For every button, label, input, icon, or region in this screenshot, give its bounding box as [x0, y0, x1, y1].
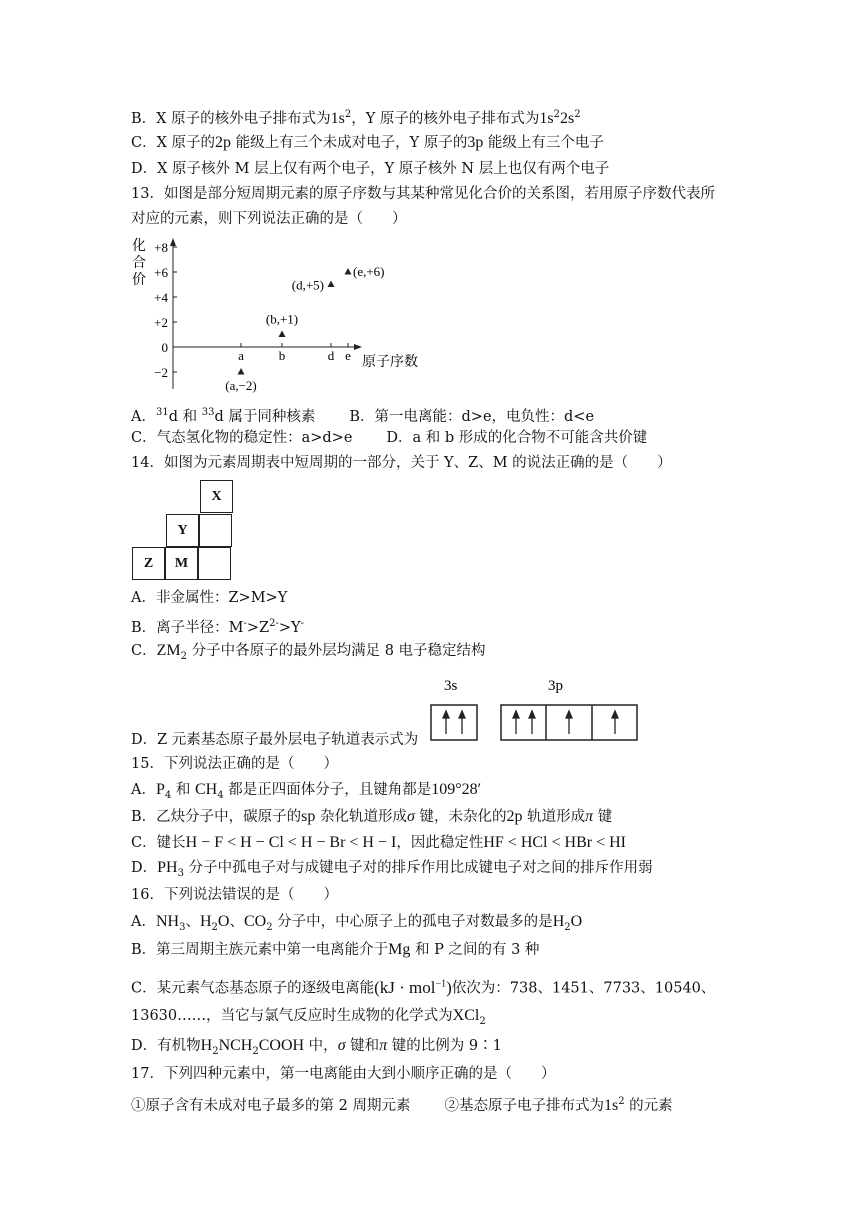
- point-a: [238, 368, 245, 375]
- y-tick-label: +2: [154, 315, 168, 330]
- cell-empty-2: [198, 547, 231, 580]
- point-label-b: (b,+1): [265, 311, 299, 327]
- q15-option-a: A．$P_4$ 和 $CH_4$ 都是正四面体分子，且键角都是109°28′: [131, 781, 482, 801]
- x-tick-label: a: [238, 348, 244, 363]
- cell-m: M: [165, 547, 198, 580]
- q12-option-c: C．X 原子的2p 能级上有三个未成对电子，Y 原子的3p 能级上有三个电子: [131, 134, 604, 151]
- y-tick-label: +8: [154, 240, 168, 255]
- point-label-e: (e,+6): [353, 264, 385, 279]
- y-tick-label: 0: [161, 340, 168, 355]
- y-tick-label: +4: [154, 290, 168, 305]
- cell-z: Z: [132, 547, 165, 580]
- q17-stem: 17．下列四种元素中，第一电离能由大到小顺序正确的是（ ）: [131, 1066, 556, 1082]
- q13-stem-line2: 对应的元素，则下列说法正确的是（ ）: [131, 211, 407, 227]
- q16-option-d: D．有机物$H_2NCH_2COOH$ 中，σ 键和π 键的比例为 9∶1: [131, 1037, 502, 1057]
- arrow-up-icon: [513, 711, 519, 734]
- x-tick-label: d: [327, 348, 335, 363]
- point-label-d: (d,+5): [291, 277, 324, 293]
- q16-option-b: B．第三周期主族元素中第一电离能介于Mg 和 P 之间的有 3 种: [131, 941, 540, 958]
- orbital-3s: [431, 705, 477, 740]
- y-axis-arrow: [170, 238, 176, 246]
- x-axis-label: 原子序数: [362, 355, 418, 370]
- q14-option-c: C．$ZM_2$ 分子中各原子的最外层均满足 8 电子稳定结构: [131, 642, 486, 662]
- q16-stem: 16．下列说法错误的是（ ）: [131, 887, 338, 903]
- x-tick-label: e: [345, 348, 351, 363]
- point-label-a: (a,−2): [225, 378, 257, 393]
- q14-option-a: A．非金属性：Z>M>Y: [131, 590, 288, 606]
- cell-x: X: [200, 480, 233, 513]
- y-tick-label: −2: [154, 365, 168, 380]
- y-axis-label: 化合价: [132, 239, 146, 288]
- cell-y: Y: [166, 514, 199, 547]
- x-axis-arrow: [354, 344, 362, 350]
- q14-option-d: D．Z 元素基态原子最外层电子轨道表示式为: [131, 732, 419, 748]
- arrow-up-icon: [443, 711, 449, 734]
- arrow-up-icon: [612, 711, 618, 734]
- q15-option-b: B．乙炔分子中，碳原子的sp 杂化轨道形成σ 键，未杂化的2p 轨道形成π 键: [131, 808, 613, 825]
- arrow-up-icon: [566, 711, 572, 734]
- q17-items: ①原子含有未成对电子最多的第 2 周期元素 ②基态原子电子排布式为$1s^2$ 的元素: [131, 1096, 673, 1114]
- q13-options-ab: A．$^{31}$d 和 $^{33}$d 属于同种核素 B．第一电离能：d>e，电负性：d<e: [131, 407, 595, 425]
- q14-option-b: B．离子半径：$M^->Z^{2-}>Y^-$: [131, 618, 305, 636]
- x-tick-label: b: [278, 348, 286, 363]
- q16-option-c-line2: 13630……，当它与氯气反应时生成物的化学式为XCl$_2$: [131, 1007, 486, 1027]
- q13-options-cd: C．气态氢化物的稳定性：a>d>e D．a 和 b 形成的化合物不可能含共价键: [131, 430, 648, 446]
- q12-option-b: B．X 原子的核外电子排布式为$1s^2$，Y 原子的核外电子排布式为$1s^22s^2$: [131, 109, 581, 127]
- periodic-table-fragment: [132, 480, 234, 582]
- point-d: [328, 281, 335, 288]
- q13-stem-line1: 13．如图是部分短周期元素的原子序数与其某种常见化合价的关系图，若用原子序数代表所: [131, 186, 715, 202]
- q12-option-d: D．X 原子核外 M 层上仅有两个电子，Y 原子核外 N 层上也仅有两个电子: [131, 161, 610, 177]
- q16-option-c-line1: C．某元素气态基态原子的逐级电离能(kJ · mol$^{-1}$)依次为：738、1451、7733、10540、: [131, 977, 716, 997]
- label-3p: 3p: [548, 678, 563, 694]
- cell-empty-1: [199, 514, 232, 547]
- q15-option-c: C．键长H − F < H − Cl < H − Br < H − I，因此稳定性HF < HCl < HBr < HI: [131, 834, 626, 851]
- arrow-up-icon: [529, 711, 535, 734]
- point-e: [345, 268, 352, 275]
- label-3s: 3s: [444, 678, 458, 694]
- q16-option-a: A．$NH_3$、$H_2O$、$CO_2$ 分子中，中心原子上的孤电子对数最多的是$H_2O$: [131, 913, 583, 933]
- valence-chart: [128, 234, 448, 394]
- point-b: [279, 331, 286, 338]
- q15-stem: 15．下列说法正确的是（ ）: [131, 756, 338, 772]
- arrow-up-icon: [459, 711, 465, 734]
- q15-option-d: D．$PH_3$ 分子中孤电子对与成键电子对的排斥作用比成键电子对之间的排斥作用弱: [131, 859, 653, 879]
- orbital-diagram: [428, 672, 648, 746]
- y-tick-label: +6: [154, 265, 168, 280]
- q14-stem: 14．如图为元素周期表中短周期的一部分，关于 Y、Z、M 的说法正确的是（ ）: [131, 455, 672, 471]
